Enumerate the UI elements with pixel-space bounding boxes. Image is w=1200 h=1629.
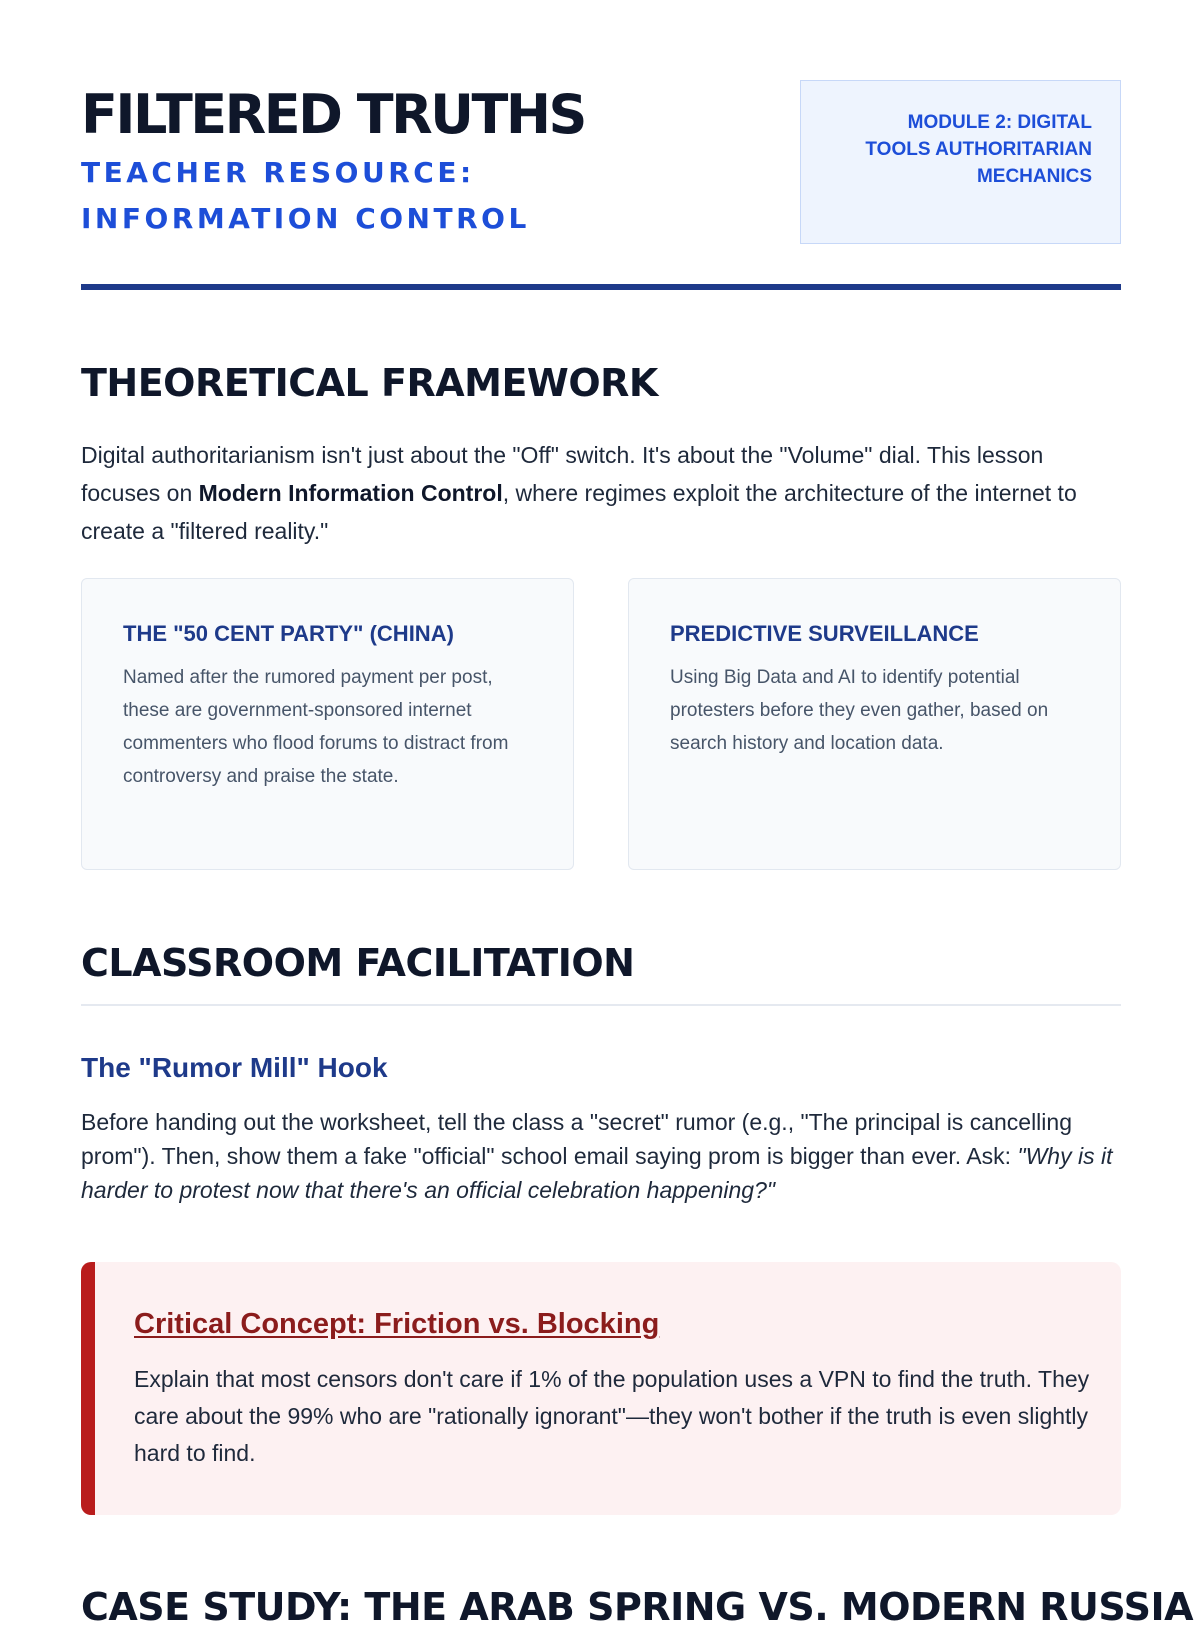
header-divider <box>81 284 1121 290</box>
critical-concept-callout <box>81 1262 1121 1515</box>
section-divider <box>81 1004 1121 1006</box>
intro-text-start: Digital authoritarianism isn't just about the "Off" switch. It's about the "Volume" dial. This lesson focuses on <box>81 442 1044 506</box>
section-heading-framework: THEORETICAL FRAMEWORK <box>81 361 658 405</box>
document-title: FILTERED TRUTHS <box>81 83 585 146</box>
card-title: PREDICTIVE SURVEILLANCE <box>670 621 979 646</box>
card-body: Named after the rumored payment per post, these are government-sponsored internet commenters who flood forums to distract from controversy and praise the state. <box>123 667 509 788</box>
callout-title: Critical Concept: Friction vs. Blocking <box>134 1308 660 1340</box>
intro-text-end: , where regimes exploit the architecture of the internet to create a "filtered reality." <box>81 480 1077 544</box>
document-header <box>81 80 1121 245</box>
card-body: Using Big Data and AI to identify potential protesters before they even gather, based on search history and location data. <box>670 667 1049 755</box>
card-title: THE "50 CENT PARTY" (CHINA) <box>123 621 454 646</box>
hook-question: "Why is it harder to protest now that there's an official celebration happening?" <box>81 1143 1113 1203</box>
concept-card-50-cent-party <box>81 578 574 870</box>
section-heading-case-study: CASE STUDY: THE ARAB SPRING VS. MODERN RUSSIA <box>81 1585 1193 1629</box>
hook-instructions <box>81 1105 1121 1207</box>
framework-intro <box>81 436 1121 550</box>
section-heading-facilitation: CLASSROOM FACILITATION <box>81 941 635 985</box>
callout-body: Explain that most censors don't care if 1% of the population uses a VPN to find the truth. They care about the 99% who are "rationally ignorant"—they won't bother if the truth is even slightly hard to find. <box>134 1366 1090 1466</box>
concept-card-predictive-surveillance <box>628 578 1121 870</box>
teacher-resource-page <box>81 0 1193 1629</box>
hook-heading: The "Rumor Mill" Hook <box>81 1052 388 1083</box>
module-badge: MODULE 2: DIGITAL TOOLS AUTHORITARIAN MECHANICS <box>800 80 1121 244</box>
document-subtitle: TEACHER RESOURCE: INFORMATION CONTROL <box>81 156 530 235</box>
intro-bold-term: Modern Information Control <box>198 480 503 506</box>
hook-text: Before handing out the worksheet, tell the class a "secret" rumor (e.g., "The principal is cancelling prom"). Then, show them a fake "official" school email saying prom is bigger than ever. Ask: <box>81 1109 1072 1169</box>
